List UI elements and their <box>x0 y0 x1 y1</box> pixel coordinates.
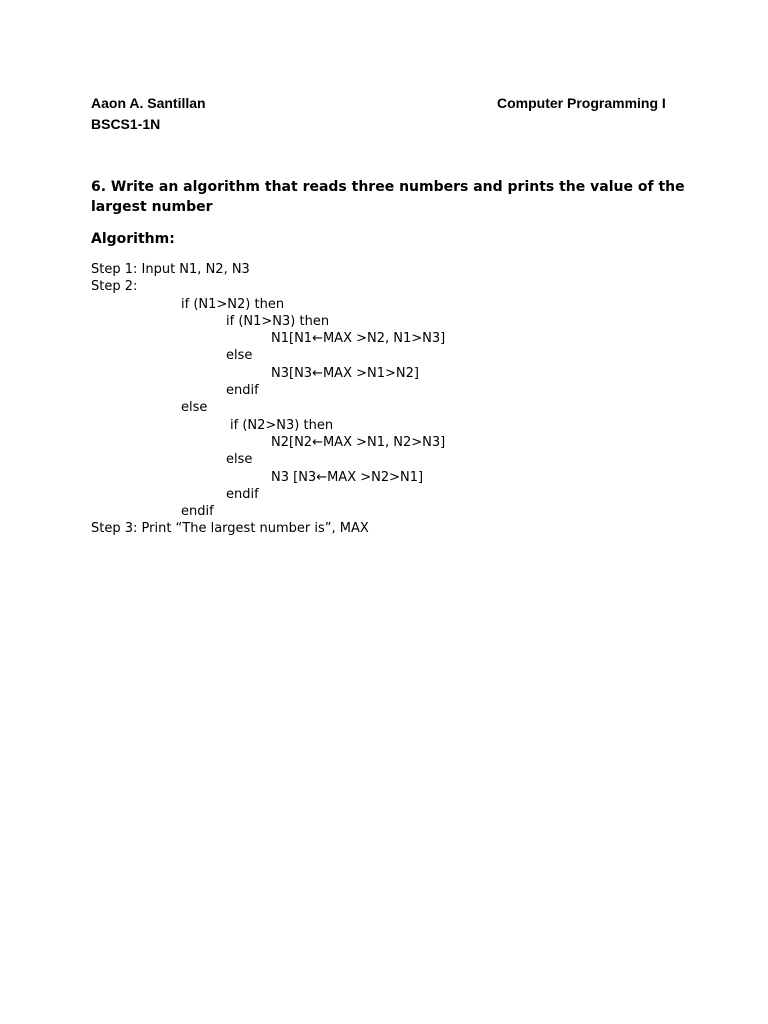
algorithm-line: N3[N3←MAX >N1>N2] <box>271 365 419 381</box>
algorithm-line: else <box>181 400 208 416</box>
author-name: Aaon A. Santillan <box>91 95 206 111</box>
course-title: Computer Programming I <box>497 95 666 111</box>
algorithm-body <box>91 261 445 538</box>
algorithm-line: N1[N1←MAX >N2, N1>N3] <box>271 331 446 347</box>
algorithm-line: else <box>226 452 253 468</box>
algorithm-line: else <box>226 348 253 364</box>
algorithm-heading: Algorithm: <box>91 231 175 247</box>
question-text: 6. Write an algorithm that reads three numbers and prints the value of the largest number <box>91 179 685 215</box>
author-block <box>91 93 206 135</box>
algorithm-line: Step 3: Print “The largest number is”, MAX <box>91 521 369 537</box>
algorithm-line: endif <box>226 486 259 502</box>
class-section: BSCS1-1N <box>91 116 161 132</box>
algorithm-line: N2[N2←MAX >N1, N2>N3] <box>271 434 446 450</box>
algorithm-line: Step 1: Input N1, N2, N3 <box>91 262 250 277</box>
algorithm-line: endif <box>181 504 214 520</box>
algorithm-line: if (N2>N3) then <box>230 417 334 433</box>
algorithm-line: N3 [N3←MAX >N2>N1] <box>271 469 424 485</box>
algorithm-line: if (N1>N3) then <box>226 313 330 329</box>
algorithm-line: endif <box>226 383 259 399</box>
algorithm-line: Step 2: <box>91 279 138 295</box>
algorithm-line: if (N1>N2) then <box>181 296 285 312</box>
